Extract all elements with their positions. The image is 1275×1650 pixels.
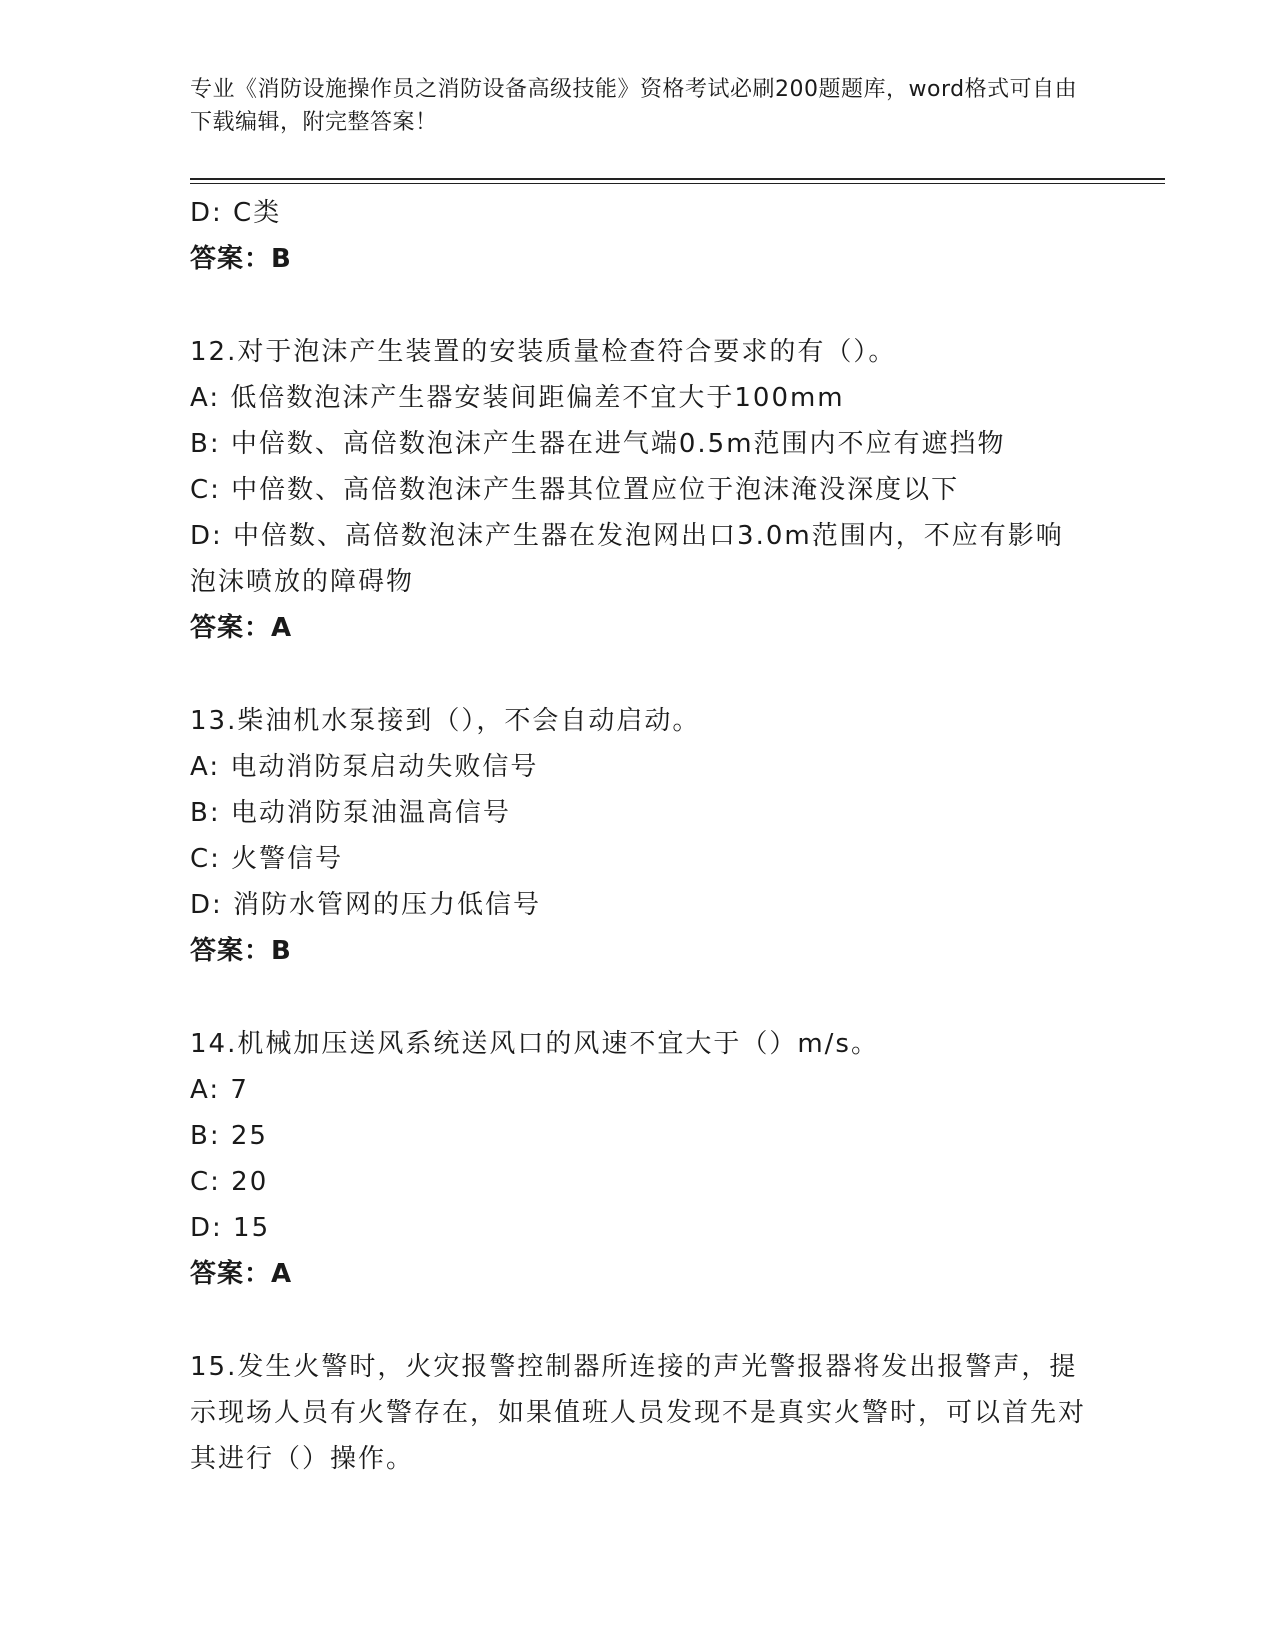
option-b: B: 25 xyxy=(190,1121,268,1151)
option-a: A: 电动消防泵启动失败信号 xyxy=(190,752,539,782)
option-c: C: 20 xyxy=(190,1167,269,1197)
option-d: D: C类 xyxy=(190,198,282,228)
question-14: 14.机械加压送风系统送风口的风速不宜大于（）m/s。 xyxy=(190,1029,879,1059)
header-divider xyxy=(190,178,1165,180)
option-d: D: 15 xyxy=(190,1213,271,1243)
document-header: 专业《消防设施操作员之消防设备高级技能》资格考试必刷200题题库，word格式可自由下载编辑，附完整答案！ xyxy=(190,77,1078,135)
answer: 答案：A xyxy=(190,613,293,643)
option-c: C: 中倍数、高倍数泡沫产生器其位置应位于泡沫淹没深度以下 xyxy=(190,475,960,505)
option-d: D: 消防水管网的压力低信号 xyxy=(190,890,542,920)
answer: 答案：A xyxy=(190,1259,293,1289)
question-list xyxy=(190,190,1090,1482)
option-d: D: 中倍数、高倍数泡沫产生器在发泡网出口3.0m范围内，不应有影响泡沫喷放的障碍物 xyxy=(190,521,1064,597)
answer: 答案：B xyxy=(190,936,292,966)
question-13: 13.柴油机水泵接到（），不会自动启动。 xyxy=(190,706,701,736)
header-divider-thin xyxy=(190,183,1165,184)
question-15: 15.发生火警时，火灾报警控制器所连接的声光警报器将发出报警声，提示现场人员有火警存在，如果值班人员发现不是真实火警时，可以首先对其进行（）操作。 xyxy=(190,1352,1087,1474)
option-c: C: 火警信号 xyxy=(190,844,344,874)
question-12: 12.对于泡沫产生装置的安装质量检查符合要求的有（）。 xyxy=(190,337,897,367)
option-a: A: 低倍数泡沫产生器安装间距偏差不宜大于100mm xyxy=(190,383,845,413)
option-a: A: 7 xyxy=(190,1075,249,1105)
option-b: B: 中倍数、高倍数泡沫产生器在进气端0.5m范围内不应有遮挡物 xyxy=(190,429,1006,459)
option-b: B: 电动消防泵油温高信号 xyxy=(190,798,511,828)
answer: 答案：B xyxy=(190,244,292,274)
